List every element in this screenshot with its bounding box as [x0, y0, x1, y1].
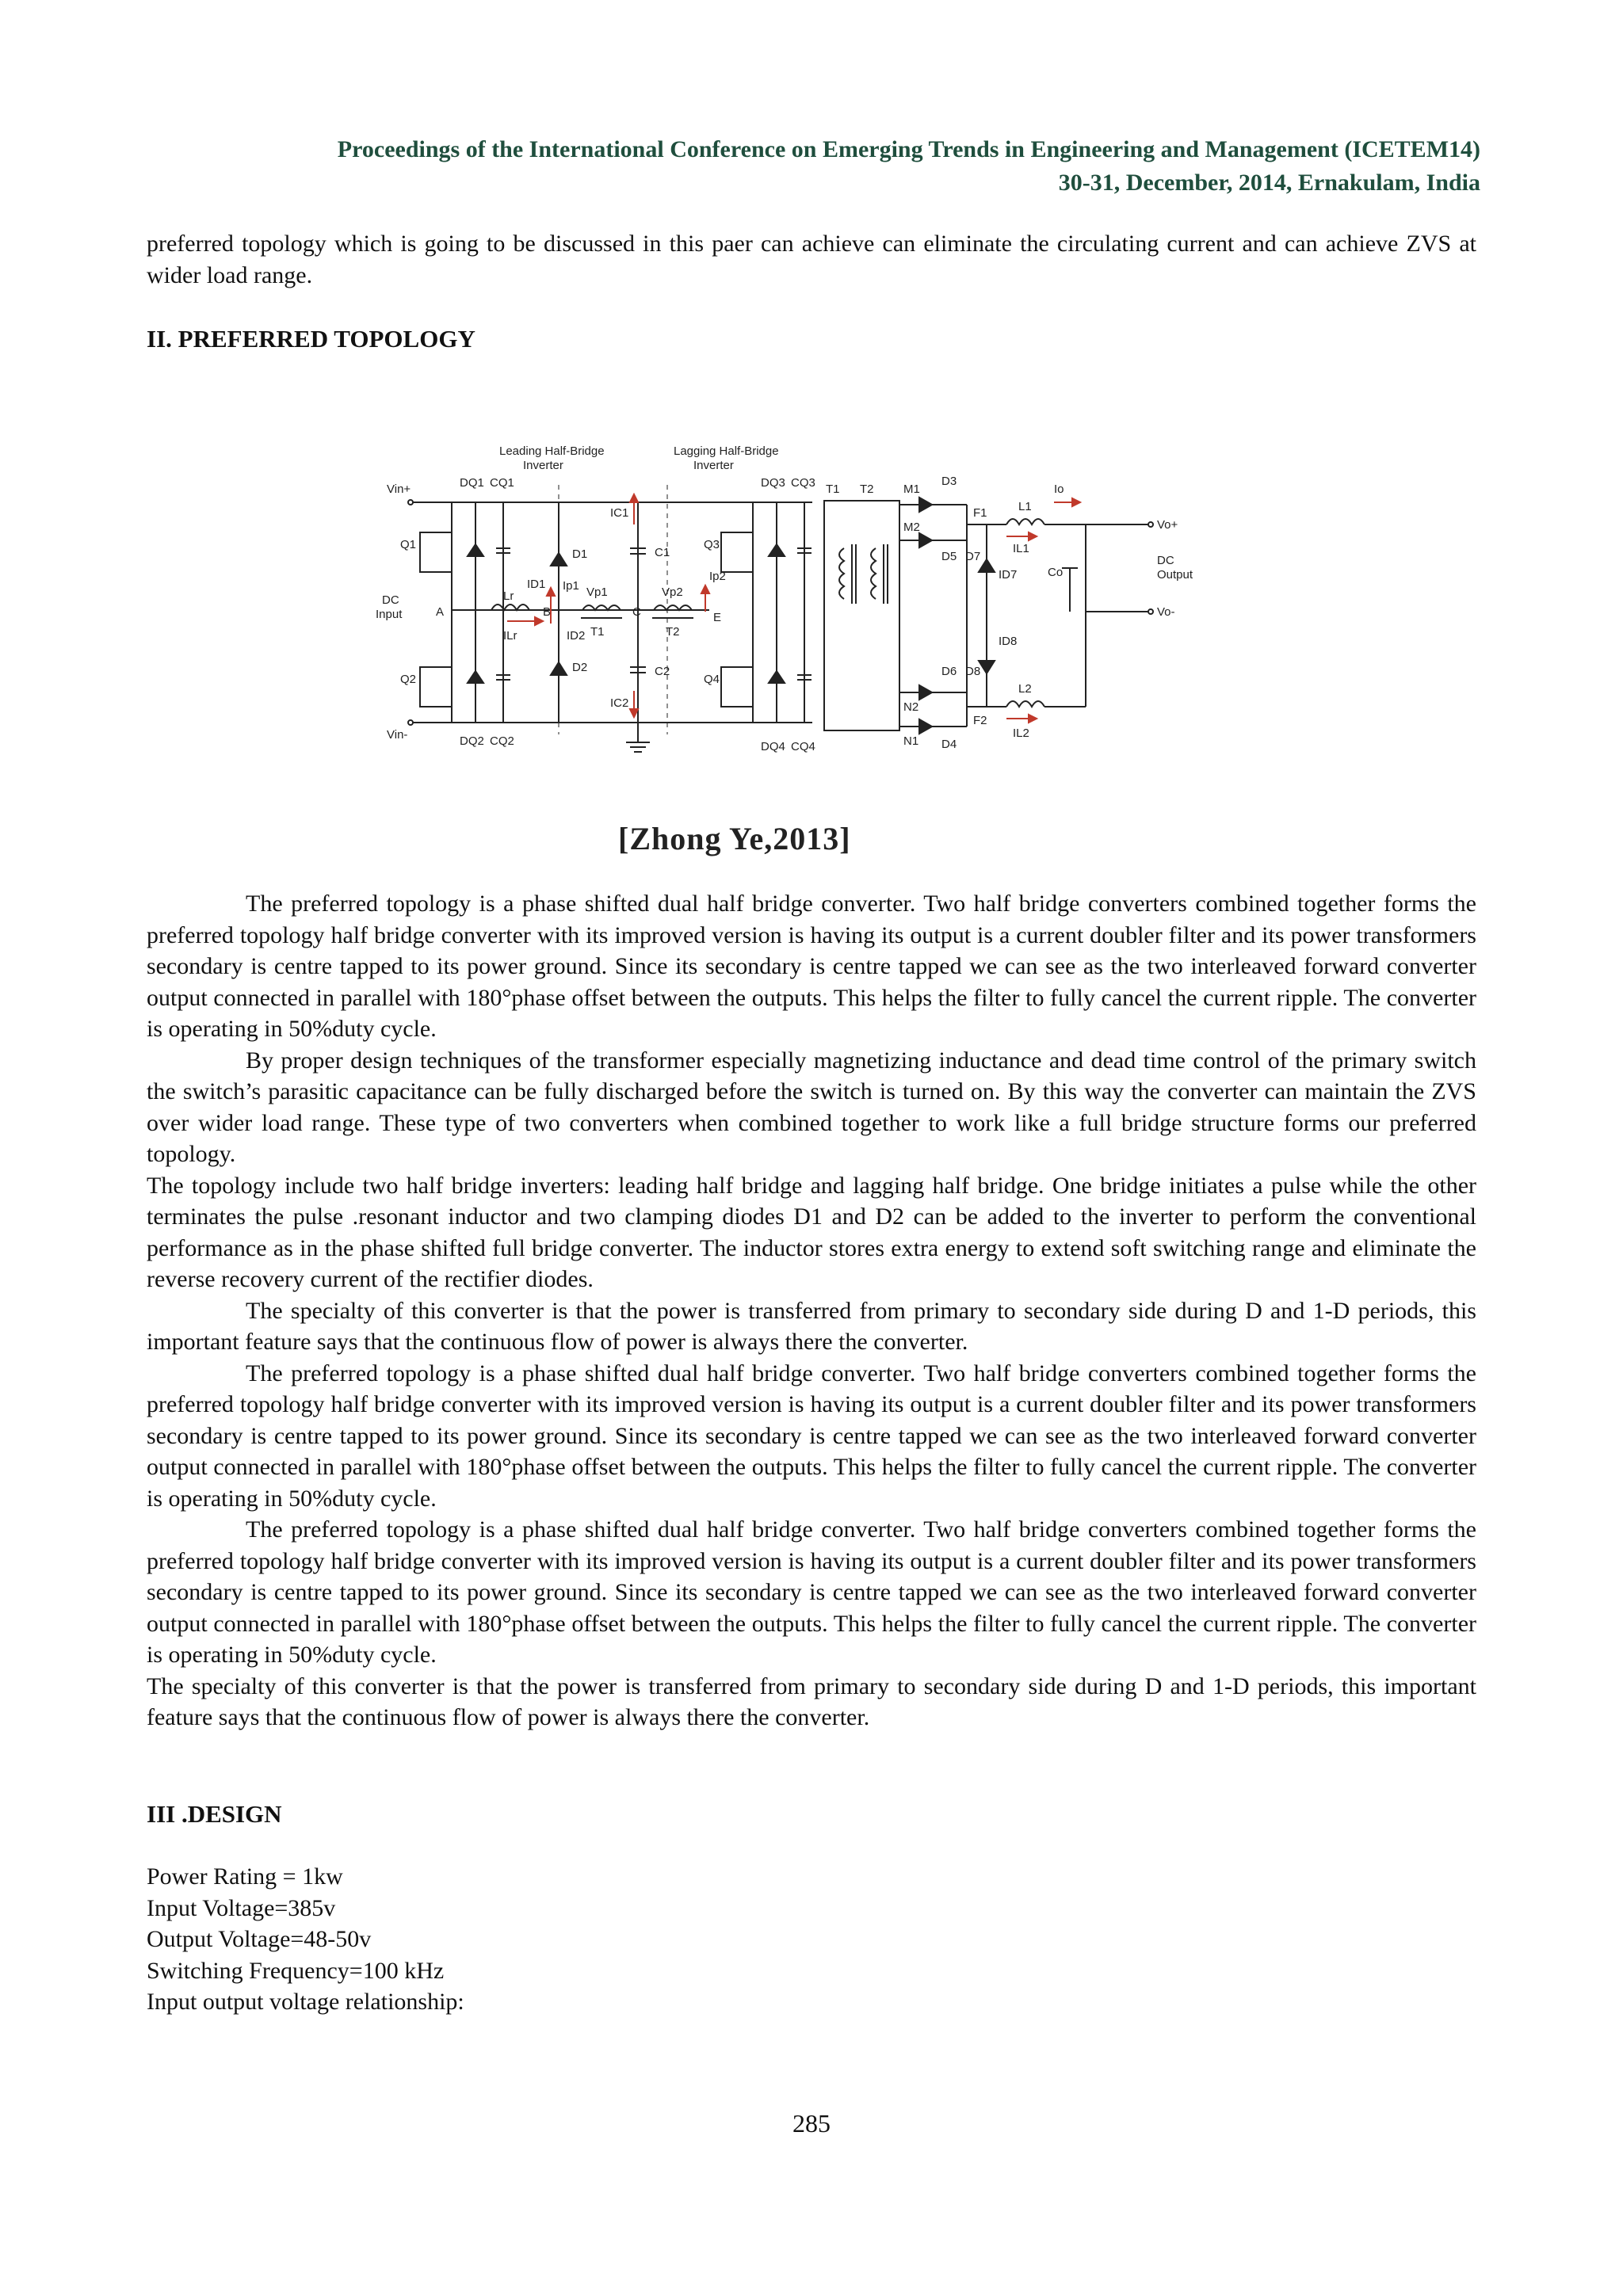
figure-citation: [Zhong Ye,2013] [618, 821, 851, 856]
label-ip2: Ip2 [709, 570, 726, 583]
paragraph-2: By proper design techniques of the transformer especially magnetizing inductance and dead time control of the primary switch the switch’s parasitic capacitance can be fully discharged before the switch is turned on. By this way the converter can maintain the ZVS over wider load range. These type of two converters when combined together to work like a full bridge structure forms our preferred topology. [147, 1047, 1476, 1167]
label-f1: F1 [973, 506, 987, 520]
label-d8: D8 [965, 665, 981, 678]
label-b: B [543, 605, 552, 619]
label-d2: D2 [572, 661, 588, 674]
label-dq2: DQ2 [460, 734, 484, 748]
paragraph-7: The specialty of this converter is that the power is transferred from primary to secondary side during D and 1-D periods, this important feature says that the continuous flow of power is always there the converter. [147, 1672, 1476, 1730]
label-dc-input-2: Input [376, 608, 403, 621]
label-lr: Lr [503, 589, 514, 603]
label-d4: D4 [941, 738, 957, 751]
page-number: 285 [792, 2109, 831, 2138]
label-c: C [632, 605, 641, 619]
label-n1: N1 [903, 734, 919, 748]
label-d3: D3 [941, 475, 957, 488]
label-ip1: Ip1 [563, 579, 579, 593]
running-header [133, 133, 1480, 200]
header-line-2: 30-31, December, 2014, Ernakulam, India [1058, 170, 1480, 196]
label-vo-minus: Vo- [1157, 605, 1175, 619]
label-dq3: DQ3 [761, 476, 785, 490]
label-t2-secondary: T2 [860, 482, 874, 496]
section-heading-topology: II. PREFERRED TOPOLOGY [147, 325, 475, 353]
paragraph-5: The preferred topology is a phase shifted dual half bridge converter. Two half bridge converters combined together forms the preferred topology half bridge converter with its improved version is having its output is a current doubler filter and its power transformers secondary is centre tapped to its power ground. Since its secondary is centre tapped we can see as the two interleaved forward converter output connected in parallel with 180°phase offset between the outputs. This helps the filter to fully cancel the current ripple. The converter is operating in 50%duty cycle. [147, 1360, 1476, 1512]
label-id1: ID1 [527, 578, 546, 591]
label-il2: IL2 [1013, 727, 1029, 740]
label-leading-2: Inverter [523, 459, 563, 472]
label-id8: ID8 [999, 635, 1018, 648]
header-line-1: Proceedings of the International Conference on Emerging Trends in Engineering and Management (ICETEM14) [337, 136, 1480, 162]
label-ic2: IC2 [610, 696, 629, 710]
label-io: Io [1054, 482, 1064, 496]
label-a: A [436, 605, 445, 619]
label-c2: C2 [655, 665, 670, 678]
label-l2: L2 [1018, 682, 1032, 696]
label-t1: T1 [590, 625, 605, 639]
label-ic1: IC1 [610, 506, 629, 520]
spec-power-rating: Power Rating = 1kw [147, 1863, 343, 1890]
label-t1-secondary: T1 [826, 482, 840, 496]
label-l1: L1 [1018, 500, 1032, 513]
label-dc-output-2: Output [1157, 568, 1193, 582]
converter-schematic [372, 437, 1256, 770]
label-e: E [713, 611, 722, 624]
label-cq3: CQ3 [791, 476, 815, 490]
label-d7: D7 [965, 550, 981, 563]
label-n2: N2 [903, 700, 919, 714]
label-leading: Leading Half-Bridge [499, 444, 605, 458]
label-dq4: DQ4 [761, 740, 785, 753]
label-d1: D1 [572, 547, 588, 561]
label-t2: T2 [666, 625, 680, 639]
label-lagging: Lagging Half-Bridge [674, 444, 779, 458]
label-vin-plus: Vin+ [387, 482, 411, 496]
label-cq2: CQ2 [490, 734, 514, 748]
label-ilr: ILr [503, 629, 517, 643]
label-dc-input: DC [382, 593, 399, 607]
label-d6: D6 [941, 665, 957, 678]
label-c1: C1 [655, 546, 670, 559]
label-dc-output: DC [1157, 554, 1174, 567]
label-vp1: Vp1 [586, 585, 608, 599]
spec-switching-frequency: Switching Frequency=100 kHz [147, 1957, 445, 1984]
label-id7: ID7 [999, 568, 1018, 582]
paragraph-6: The preferred topology is a phase shifted dual half bridge converter. Two half bridge converters combined together forms the preferred topology half bridge converter with its improved version is having its output is a current doubler filter and its power transformers secondary is centre tapped to its power ground. Since its secondary is centre tapped we can see as the two interleaved forward converter output connected in parallel with 180°phase offset between the outputs. This helps the filter to fully cancel the current ripple. The converter is operating in 50%duty cycle. [147, 1516, 1476, 1668]
label-vo-plus: Vo+ [1157, 518, 1178, 532]
label-vp2: Vp2 [662, 585, 683, 599]
label-cq4: CQ4 [791, 740, 815, 753]
paragraph-4: The specialty of this converter is that the power is transferred from primary to secondary side during D and 1-D periods, this important feature says that the continuous flow of power is always there the converter. [147, 1297, 1476, 1355]
paragraph-3: The topology include two half bridge inverters: leading half bridge and lagging half bridge. One bridge initiates a pulse while the other terminates the pulse .resonant inductor and two clamping diodes D1 and D2 can be added to the inverter to perform the conventional performance as in the phase shifted full bridge converter. The inductor stores extra energy to extend soft switching range and eliminate the reverse recovery current of the rectifier diodes. [147, 1172, 1476, 1292]
label-q2: Q2 [400, 673, 417, 686]
intro-text [147, 228, 1476, 291]
topology-body [147, 888, 1476, 1733]
paragraph-1: The preferred topology is a phase shifted dual half bridge converter. Two half bridge converters combined together forms the preferred topology half bridge converter with its improved version is having its output is a current doubler filter and its power transformers secondary is centre tapped to its power ground. Since its secondary is centre tapped we can see as the two interleaved forward converter output connected in parallel with 180°phase offset between the outputs. This helps the filter to fully cancel the current ripple. The converter is operating in 50%duty cycle. [147, 891, 1476, 1042]
label-co: Co [1048, 566, 1064, 579]
label-d5: D5 [941, 550, 957, 563]
label-q4: Q4 [704, 673, 720, 686]
label-dq1: DQ1 [460, 476, 484, 490]
label-vin-minus: Vin- [387, 728, 408, 742]
label-lagging-2: Inverter [693, 459, 734, 472]
design-specs [147, 1861, 464, 2018]
intro-paragraph: preferred topology which is going to be discussed in this paer can achieve can eliminate the circulating current and can achieve ZVS at wider load range. [147, 231, 1476, 288]
label-q1: Q1 [400, 538, 417, 551]
label-m2: M2 [903, 521, 920, 534]
label-il1: IL1 [1013, 542, 1029, 555]
label-m1: M1 [903, 482, 920, 496]
spec-input-voltage: Input Voltage=385v [147, 1894, 336, 1921]
section-heading-design: III .DESIGN [147, 1800, 282, 1828]
label-id2: ID2 [567, 629, 586, 643]
spec-output-voltage: Output Voltage=48-50v [147, 1926, 372, 1952]
label-q3: Q3 [704, 538, 720, 551]
spec-io-relationship: Input output voltage relationship: [147, 1989, 464, 2015]
label-cq1: CQ1 [490, 476, 514, 490]
label-f2: F2 [973, 714, 987, 727]
